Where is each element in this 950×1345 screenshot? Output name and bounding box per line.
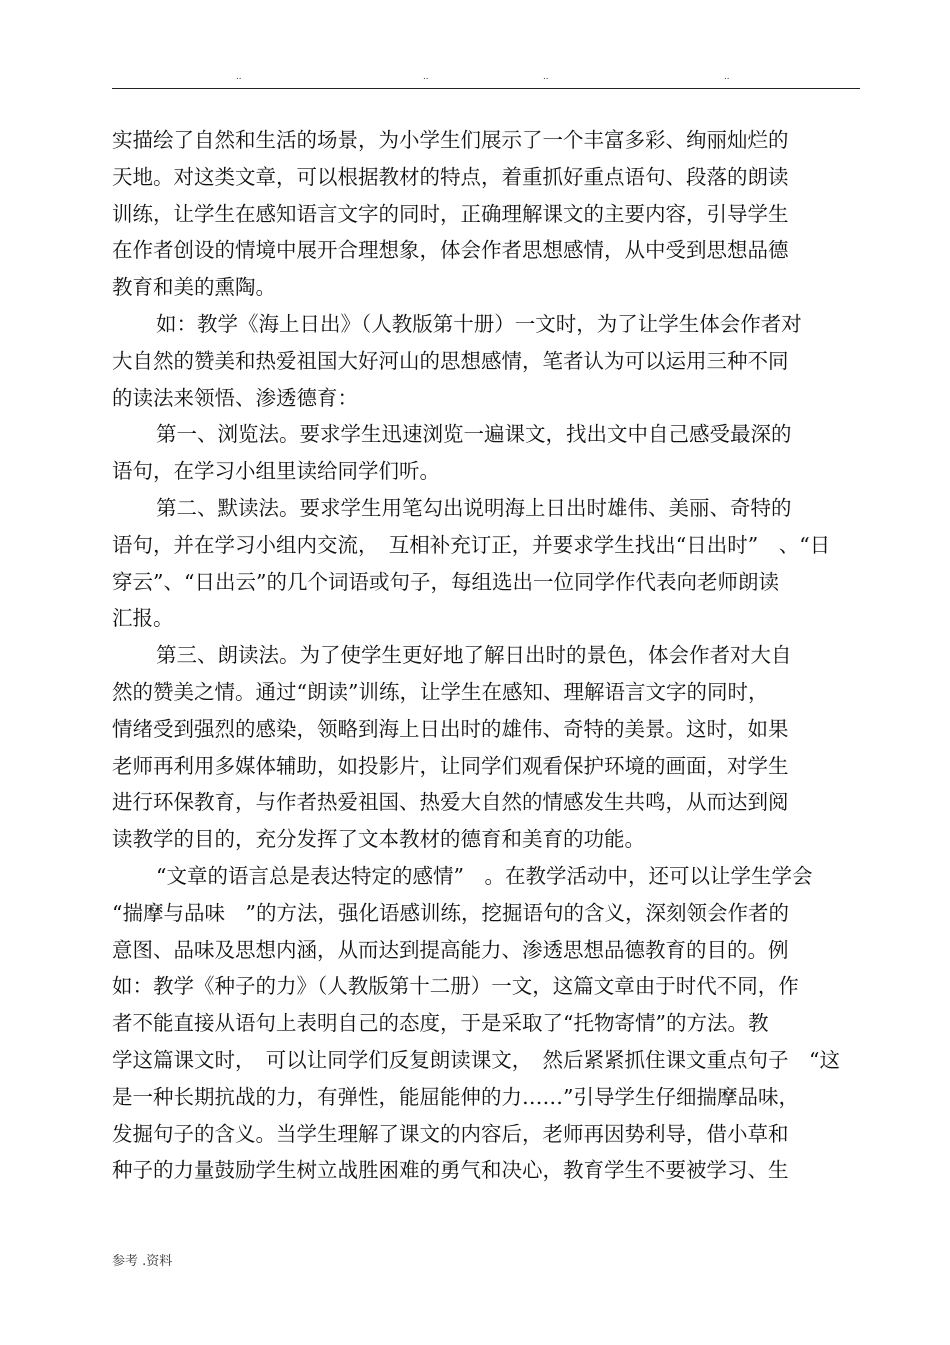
text-line: 情绪受到强烈的感染，领略到海上日出时的雄伟、奇特的美景。这时，如果 — [112, 716, 789, 741]
header-mark: .. — [724, 71, 730, 82]
text-line: 穿云”、“日出云”的几个词语或句子，每组选出一位同学作代表向老师朗读 — [112, 569, 779, 594]
text-line: 语句，在学习小组里读给同学们听。 — [112, 459, 440, 484]
text-line: 大自然的赞美和热爱祖国大好河山的思想感情，笔者认为可以运用三种不同 — [112, 348, 789, 373]
paragraph — [112, 306, 872, 416]
text-line: “揣摩与品味 ”的方法，强化语感训练，挖掘语句的含义，深刻领会作者的 — [112, 900, 789, 925]
text-line: 实描绘了自然和生活的场景，为小学生们展示了一个丰富多彩、绚丽灿烂的 — [112, 128, 789, 152]
text-line: 训练，让学生在感知语言文字的同时，正确理解课文的主要内容，引导学生 — [112, 201, 789, 226]
header-mark: .. — [543, 71, 549, 82]
text-line: 然的赞美之情。通过“朗读”训练，让学生在感知、理解语言文字的同时， — [112, 679, 769, 704]
page-footer: 参考 .资料 — [112, 1254, 173, 1269]
document-body — [112, 122, 872, 1189]
header-rule — [112, 88, 860, 89]
header-mark: .. — [236, 71, 242, 82]
text-line: 第二、默读法。要求学生用笔勾出说明海上日出时雄伟、美丽、奇特的 — [156, 495, 792, 520]
text-line: 汇报。 — [112, 606, 174, 631]
paragraph — [112, 858, 872, 1189]
paragraph — [112, 122, 872, 306]
text-line: 意图、品味及思想内涵，从而达到提高能力、渗透思想品德教育的目的。例 — [112, 937, 789, 962]
paragraph — [112, 490, 872, 637]
text-line: 发掘句子的含义。当学生理解了课文的内容后，老师再因势利导，借小草和 — [112, 1121, 789, 1146]
text-line: 如：教学《海上日出》（人教版第十册）一文时，为了让学生体会作者对 — [156, 311, 802, 336]
text-line: 学这篇课文时， 可以让同学们反复朗读课文， 然后紧紧抓住课文重点句子 “这 — [112, 1047, 840, 1072]
text-line: 天地。对这类文章，可以根据教材的特点，着重抓好重点语句、段落的朗读 — [112, 164, 789, 189]
text-line: 第三、朗读法。为了使学生更好地了解日出时的景色，体会作者对大自 — [156, 643, 792, 668]
paragraph — [112, 416, 872, 490]
text-line: 教育和美的熏陶。 — [112, 275, 276, 300]
header-marks — [0, 72, 950, 86]
text-line: 种子的力量鼓励学生树立战胜困难的勇气和决心，教育学生不要被学习、生 — [112, 1158, 789, 1183]
text-line: “文章的语言总是表达特定的感情” 。在教学活动中，还可以让学生学会 — [156, 863, 813, 888]
text-line: 者不能直接从语句上表明自己的态度，于是采取了“托物寄情”的方法。教 — [112, 1011, 769, 1036]
text-line: 的读法来领悟、渗透德育： — [112, 385, 358, 410]
text-line: 老师再利用多媒体辅助，如投影片，让同学们观看保护环境的画面，对学生 — [112, 753, 789, 778]
paragraph — [112, 637, 872, 858]
text-line: 如：教学《种子的力》（人教版第十二册）一文，这篇文章由于时代不同，作 — [112, 974, 799, 999]
text-line: 进行环保教育，与作者热爱祖国、热爱大自然的情感发生共鸣，从而达到阅 — [112, 790, 789, 815]
header-mark: .. — [423, 71, 429, 82]
text-line: 是一种长期抗战的力，有弹性，能屈能伸的力……”引导学生仔细揣摩品味， — [112, 1084, 799, 1109]
text-line: 第一、浏览法。要求学生迅速浏览一遍课文，找出文中自己感受最深的 — [156, 422, 792, 447]
text-line: 读教学的目的，充分发挥了文本教材的德育和美育的功能。 — [112, 827, 645, 852]
text-line: 在作者创设的情境中展开合理想象，体会作者思想感情，从中受到思想品德 — [112, 238, 789, 263]
text-line: 语句，并在学习小组内交流， 互相补充订正，并要求学生找出“日出时” 、“日 — [112, 532, 831, 557]
